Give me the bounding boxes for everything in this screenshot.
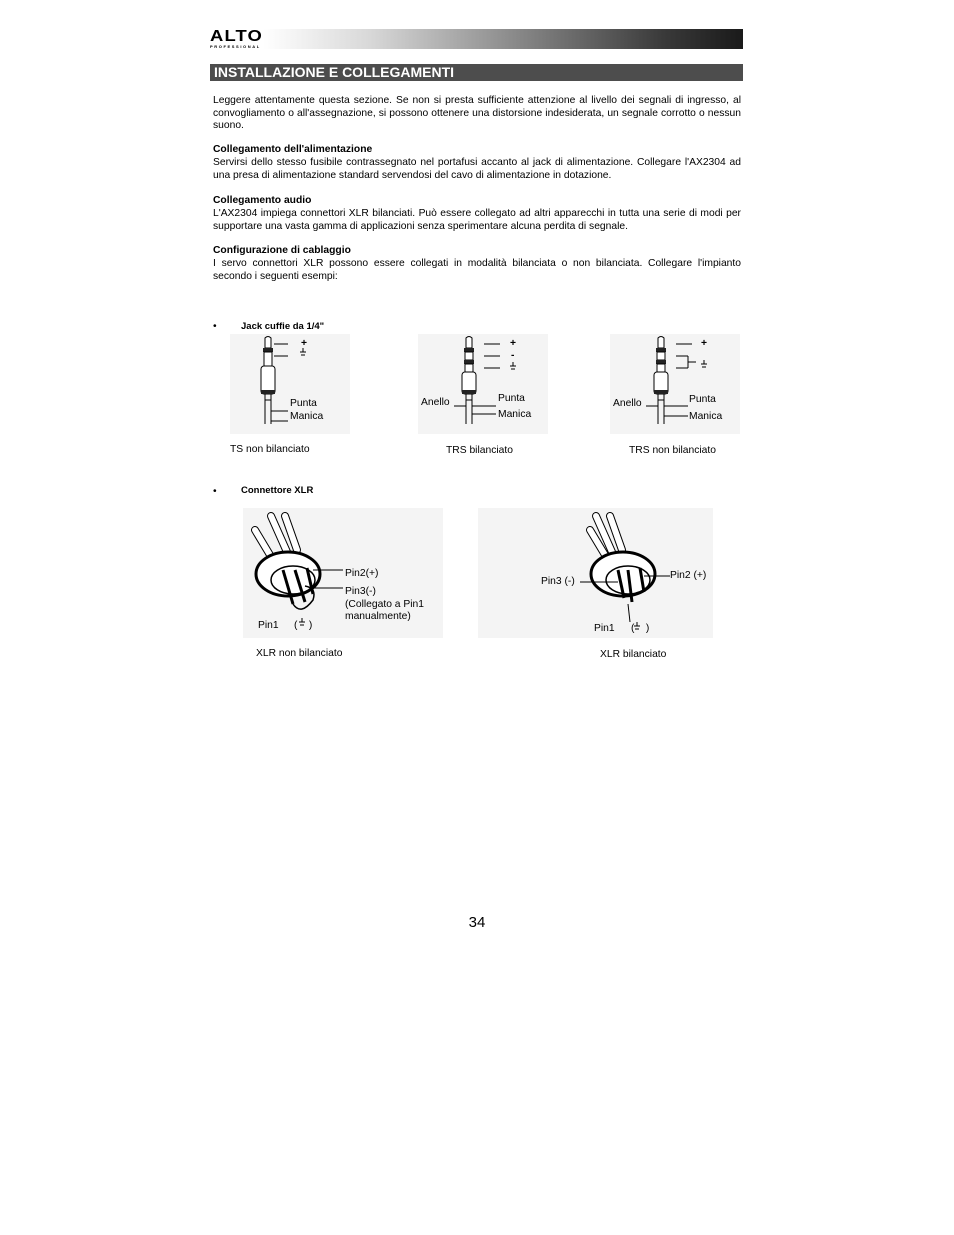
jack-bullet: • — [213, 321, 217, 332]
wiring-paragraph: I servo connettori XLR possono essere collegati in modalità bilanciata o non bilanciata. Collegare l'impianto secondo i seguenti esempi: — [213, 258, 741, 282]
xlr-unbal-note-line2: manualmente) — [345, 611, 411, 622]
xlr-bal-caption: XLR bilanciato — [600, 649, 667, 660]
xlr-unbalanced-diagram — [243, 508, 443, 638]
trs-unbal-tip-label: Punta — [689, 394, 716, 405]
xlr-bal-ground-paren: ( ) — [631, 623, 650, 634]
xlr-unbal-caption: XLR non bilanciato — [256, 648, 343, 659]
trs-bal-caption: TRS bilanciato — [446, 445, 513, 456]
trs-unbal-plus-sign: + — [701, 338, 708, 349]
power-heading: Collegamento dell'alimentazione — [213, 144, 373, 155]
jack-title: Jack cuffie da 1/4" — [241, 321, 325, 332]
xlr-title: Connettore XLR — [241, 485, 314, 496]
wiring-heading: Configurazione di cablaggio — [213, 245, 351, 256]
xlr-unbal-note-line1: (Collegato a Pin1 — [345, 599, 424, 610]
ts-sleeve-label: Manica — [290, 411, 324, 422]
trs-unbal-sleeve-label: Manica — [689, 411, 723, 422]
trs-bal-minus-sign: - — [511, 350, 515, 361]
alto-logo — [210, 29, 270, 49]
header-bar — [210, 29, 743, 49]
xlr-bal-pin1-label: Pin1 — [594, 623, 615, 634]
ts-plus-sign: + — [301, 338, 308, 349]
ts-caption: TS non bilanciato — [230, 444, 310, 455]
ts-tip-label: Punta — [290, 398, 317, 409]
page-number: 34 — [468, 914, 486, 931]
xlr-bullet: • — [213, 486, 217, 497]
audio-heading: Collegamento audio — [213, 195, 312, 206]
xlr-unbal-pin1-label: Pin1 — [258, 620, 279, 631]
trs-bal-sleeve-label: Manica — [498, 409, 532, 420]
logo-text: ALTO — [210, 28, 263, 45]
xlr-unbal-pin2-label: Pin2(+) — [345, 568, 379, 579]
trs-bal-plus-sign: + — [510, 338, 517, 349]
power-paragraph: Servirsi dello stesso fusibile contrassegnato nel portafusi accanto al jack di alimentazione. Collegare l'AX2304 ad una presa di alimentazione standard servendosi del cavo di alimentazione in dotazione. — [213, 157, 741, 181]
trs-bal-tip-label: Punta — [498, 393, 525, 404]
xlr-unbal-ground-paren: ( ) — [294, 620, 313, 631]
trs-unbal-caption: TRS non bilanciato — [629, 445, 717, 456]
xlr-bal-pin2-label: Pin2 (+) — [670, 570, 707, 581]
xlr-unbal-pin3-label: Pin3(-) — [345, 586, 376, 597]
section-title: INSTALLAZIONE E COLLEGAMENTI — [210, 64, 743, 81]
trs-unbal-ring-label: Anello — [613, 398, 642, 409]
xlr-bal-pin3-label: Pin3 (-) — [541, 576, 575, 587]
audio-paragraph: L'AX2304 impiega connettori XLR bilanciati. Può essere collegato ad altri apparecchi in tutta una serie di modi per supportare una vasta gamma di applicazioni senza sperimentare alcuna perdita di segnale. — [213, 208, 741, 232]
trs-bal-ring-label: Anello — [421, 397, 450, 408]
logo-subtext: PROFESSIONAL — [210, 44, 261, 49]
intro-paragraph: Leggere attentamente questa sezione. Se non si presta sufficiente attenzione al livello dei segnali di ingresso, al convogliamento o all'assegnazione, si possono ottenere una distorsione indesiderata, un segnale corrotto o nessun suono. — [213, 95, 741, 132]
